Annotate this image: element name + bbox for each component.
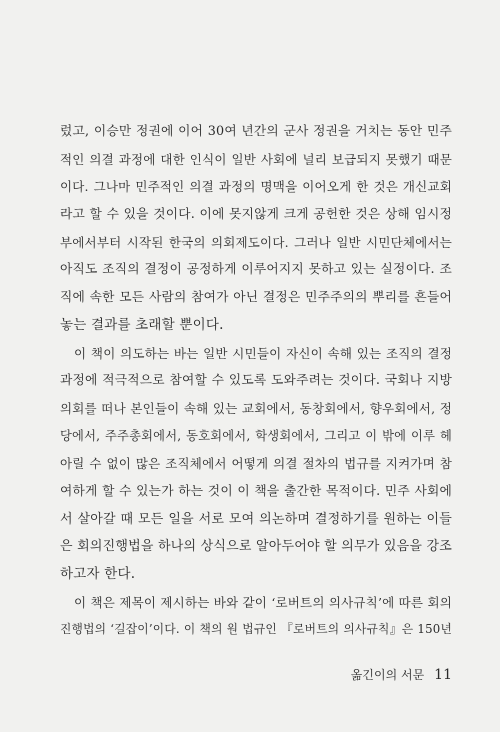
text-line: 직에 속한 모든 사람의 참여가 아닌 결정은 민주주의의 뿌리를 흔들어: [60, 290, 452, 306]
paragraph-end-line: 놓는 결과를 초래할 뿐이다.: [60, 316, 224, 333]
text-line: 렀고, 이승만 정권에 이어 30여 년간의 군사 정권을 거치는 동안 민주: [60, 124, 452, 139]
body-text: [60, 118, 452, 644]
text-line: 라고 할 수 있을 것이다. 이에 못지않게 크게 공헌한 것은 상해 임시정: [60, 207, 452, 223]
text-line: 아직도 조직의 결정이 공정하게 이루어지지 못하고 있는 실정이다. 조: [60, 262, 452, 278]
text-line: 과정에 적극적으로 참여할 수 있도록 도와주려는 것이다. 국회나 지방: [60, 373, 452, 389]
page-number: 11: [434, 667, 452, 683]
text-line: 의회를 떠나 본인들이 속해 있는 교회에서, 동창회에서, 향우회에서, 정: [60, 400, 452, 416]
paragraph-end-line: 하고자 한다.: [60, 566, 136, 582]
paragraph-start-line: 이 책은 제목이 제시하는 바와 같이 ‘로버트의 의사규칙’에 따른 회의: [74, 594, 452, 610]
text-line: 은 회의진행법을 하나의 상식으로 알아두어야 할 의무가 있음을 강조: [60, 539, 452, 555]
text-line: 부에서부터 시작된 한국의 의회제도이다. 그러나 일반 시민단체에서는: [60, 234, 452, 250]
text-line: 당에서, 주주총회에서, 동호회에서, 학생회에서, 그리고 이 밖에 이루 헤: [60, 428, 452, 443]
running-head: 옮긴이의 서문: [350, 668, 425, 682]
text-line: 적인 의결 과정에 대한 인식이 일반 사회에 널리 보급되지 못했기 때문: [60, 151, 452, 167]
text-line: 진행법의 ‘길잡이’이다. 이 책의 원 법규인 『로버트의 의사규칙』은 150년: [60, 622, 452, 637]
text-line: 여하게 할 수 있는가 하는 것이 이 책을 출간한 목적이다. 민주 사회에: [60, 483, 452, 499]
text-line: 아릴 수 없이 많은 조직체에서 어떻게 의결 절차의 법규를 지켜가며 참: [60, 456, 452, 472]
page-footer: [351, 666, 452, 683]
text-line: 이다. 그나마 민주적인 의결 과정의 명맥을 이어오게 한 것은 개신교회: [60, 179, 452, 195]
text-line: 서 살아갈 때 모든 일을 서로 모여 의논하며 결정하기를 원하는 이들: [60, 511, 452, 527]
paragraph-start-line: 이 책이 의도하는 바는 일반 시민들이 자신이 속해 있는 조직의 결정: [74, 345, 452, 361]
